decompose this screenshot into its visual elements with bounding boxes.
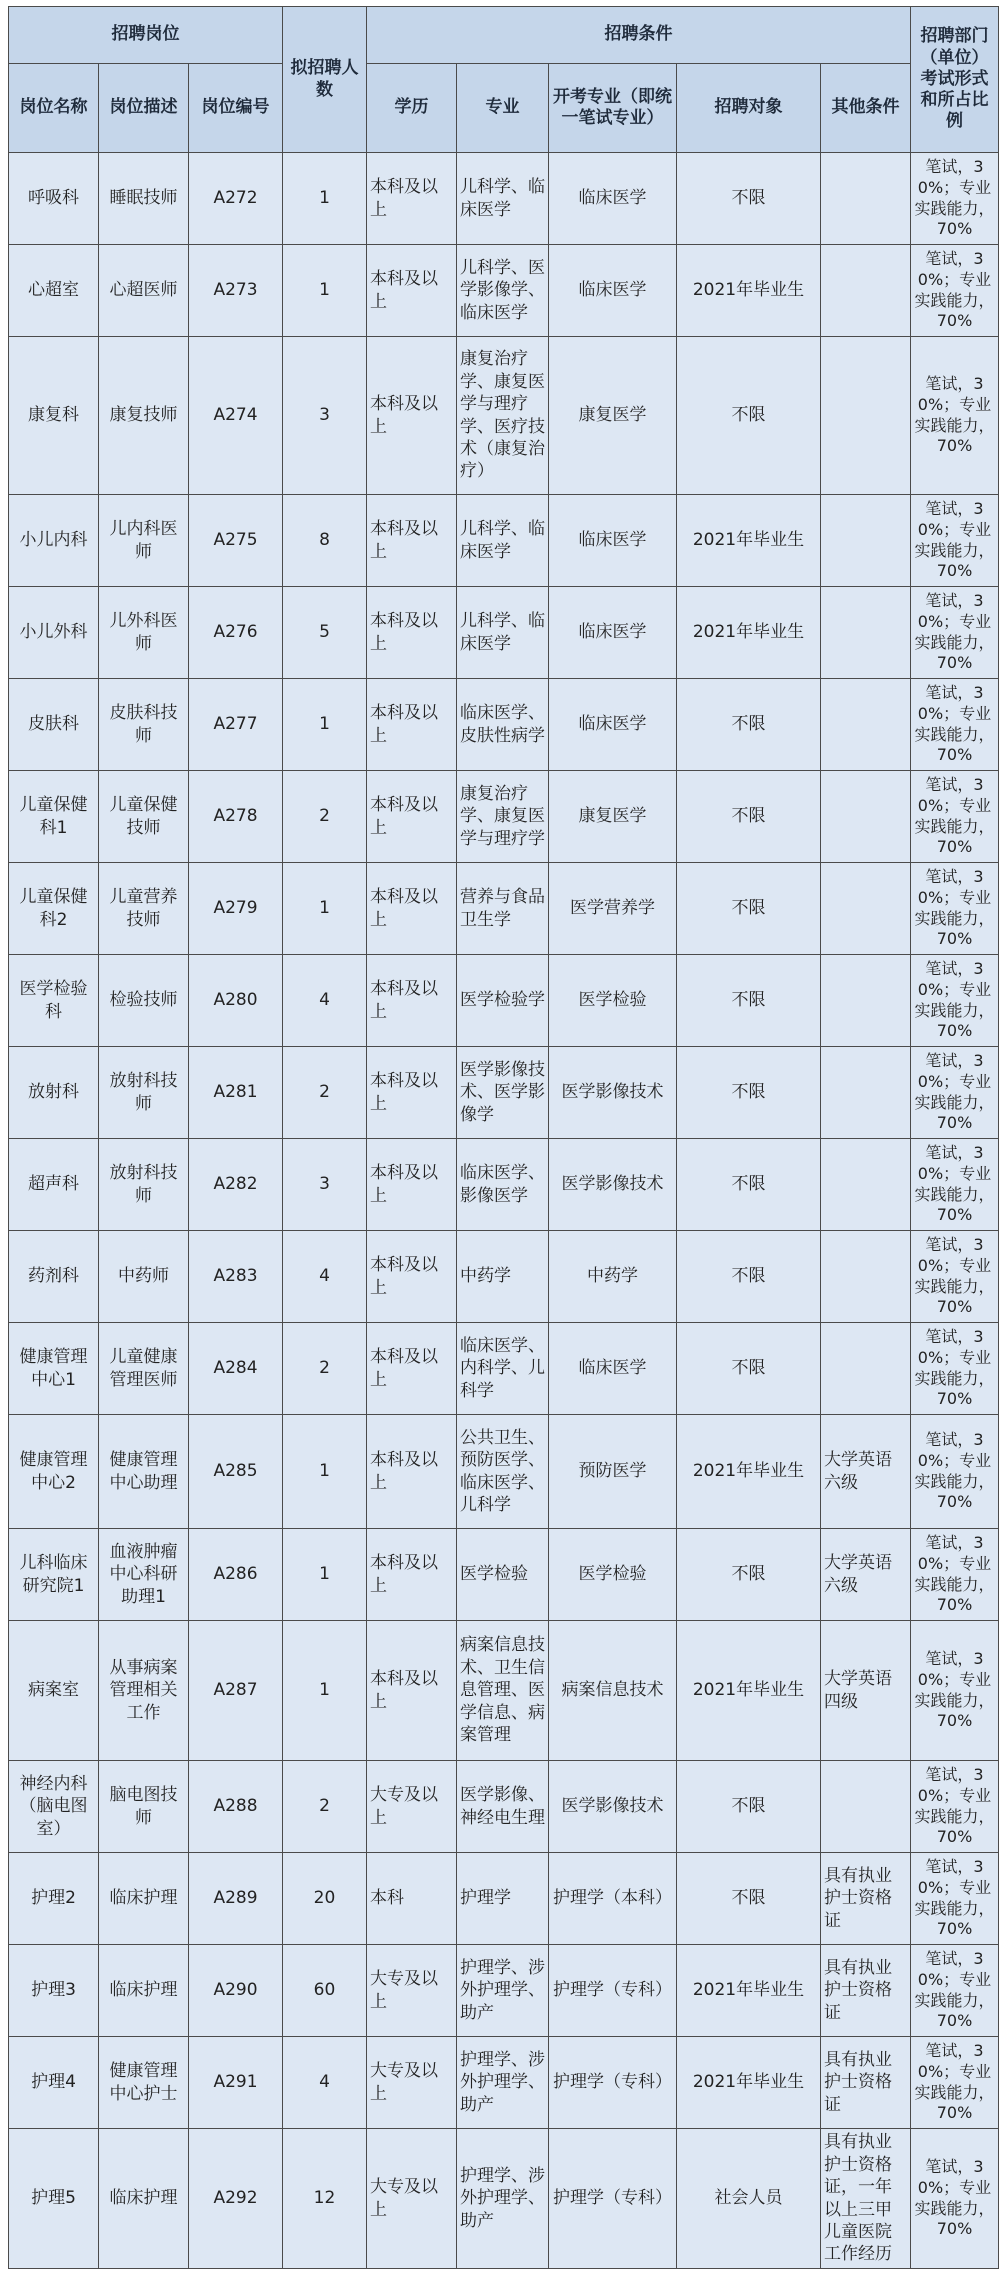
planned-count-cell: 3 xyxy=(283,1139,367,1231)
header-planned-count: 拟招聘人数 xyxy=(283,7,367,153)
planned-count-cell: 4 xyxy=(283,2037,367,2129)
exam-major-cell: 医学影像技术 xyxy=(549,1761,677,1853)
exam-major-cell: 医学检验 xyxy=(549,955,677,1047)
other-conditions-cell xyxy=(821,679,911,771)
position-name-cell: 健康管理中心2 xyxy=(9,1415,99,1529)
other-conditions-cell xyxy=(821,337,911,495)
major-cell: 医学影像技术、医学影像学 xyxy=(457,1047,549,1139)
header-position-desc: 岗位描述 xyxy=(99,64,189,153)
table-row xyxy=(9,1529,999,1621)
position-code-cell: A273 xyxy=(189,245,283,337)
major-cell: 公共卫生、预防医学、临床医学、儿科学 xyxy=(457,1415,549,1529)
exam-format-cell: 笔试，30%；专业实践能力，70% xyxy=(911,1231,999,1323)
target-cell: 2021年毕业生 xyxy=(677,1945,821,2037)
exam-major-cell: 护理学（专科） xyxy=(549,1945,677,2037)
position-code-cell: A283 xyxy=(189,1231,283,1323)
position-desc-cell: 临床护理 xyxy=(99,1945,189,2037)
position-desc-cell: 儿童健康管理医师 xyxy=(99,1323,189,1415)
exam-format-cell: 笔试，30%；专业实践能力，70% xyxy=(911,2129,999,2269)
major-cell: 营养与食品卫生学 xyxy=(457,863,549,955)
position-code-cell: A277 xyxy=(189,679,283,771)
position-desc-cell: 临床护理 xyxy=(99,2129,189,2269)
position-desc-cell: 脑电图技师 xyxy=(99,1761,189,1853)
planned-count-cell: 2 xyxy=(283,1047,367,1139)
education-cell: 本科及以上 xyxy=(367,1139,457,1231)
education-cell: 大专及以上 xyxy=(367,1945,457,2037)
exam-major-cell: 临床医学 xyxy=(549,245,677,337)
header-other: 其他条件 xyxy=(821,64,911,153)
target-cell: 不限 xyxy=(677,1761,821,1853)
exam-format-cell: 笔试，30%；专业实践能力，70% xyxy=(911,2037,999,2129)
planned-count-cell: 1 xyxy=(283,245,367,337)
exam-format-cell: 笔试，30%；专业实践能力，70% xyxy=(911,1139,999,1231)
education-cell: 本科及以上 xyxy=(367,955,457,1047)
major-cell: 儿科学、医学影像学、临床医学 xyxy=(457,245,549,337)
header-exam-format: 招聘部门（单位）考试形式和所占比例 xyxy=(911,7,999,153)
exam-format-cell: 笔试，30%；专业实践能力，70% xyxy=(911,771,999,863)
position-desc-cell: 儿内科医师 xyxy=(99,495,189,587)
other-conditions-cell xyxy=(821,771,911,863)
table-row xyxy=(9,1415,999,1529)
position-name-cell: 放射科 xyxy=(9,1047,99,1139)
planned-count-cell: 3 xyxy=(283,337,367,495)
education-cell: 本科及以上 xyxy=(367,1047,457,1139)
exam-major-cell: 护理学（专科） xyxy=(549,2037,677,2129)
position-desc-cell: 放射科技师 xyxy=(99,1139,189,1231)
table-row xyxy=(9,1231,999,1323)
other-conditions-cell xyxy=(821,587,911,679)
table-row xyxy=(9,863,999,955)
exam-format-cell: 笔试，30%；专业实践能力，70% xyxy=(911,1621,999,1761)
position-code-cell: A282 xyxy=(189,1139,283,1231)
education-cell: 大专及以上 xyxy=(367,2129,457,2269)
planned-count-cell: 4 xyxy=(283,955,367,1047)
exam-major-cell: 医学营养学 xyxy=(549,863,677,955)
position-code-cell: A274 xyxy=(189,337,283,495)
position-code-cell: A272 xyxy=(189,153,283,245)
exam-format-cell: 笔试，30%；专业实践能力，70% xyxy=(911,1323,999,1415)
major-cell: 儿科学、临床医学 xyxy=(457,495,549,587)
exam-format-cell: 笔试，30%；专业实践能力，70% xyxy=(911,337,999,495)
table-row xyxy=(9,495,999,587)
other-conditions-cell xyxy=(821,245,911,337)
other-conditions-cell: 具有执业护士资格证，一年以上三甲儿童医院工作经历 xyxy=(821,2129,911,2269)
position-desc-cell: 睡眠技师 xyxy=(99,153,189,245)
planned-count-cell: 2 xyxy=(283,1761,367,1853)
planned-count-cell: 4 xyxy=(283,1231,367,1323)
recruitment-table xyxy=(8,6,999,2269)
planned-count-cell: 2 xyxy=(283,1323,367,1415)
header-row-2 xyxy=(9,64,999,153)
table-row xyxy=(9,587,999,679)
planned-count-cell: 5 xyxy=(283,587,367,679)
target-cell: 不限 xyxy=(677,337,821,495)
education-cell: 本科及以上 xyxy=(367,1415,457,1529)
position-code-cell: A286 xyxy=(189,1529,283,1621)
education-cell: 本科及以上 xyxy=(367,1621,457,1761)
position-name-cell: 儿童保健科1 xyxy=(9,771,99,863)
other-conditions-cell: 大学英语六级 xyxy=(821,1529,911,1621)
major-cell: 护理学、涉外护理学、助产 xyxy=(457,1945,549,2037)
header-position-name: 岗位名称 xyxy=(9,64,99,153)
position-name-cell: 皮肤科 xyxy=(9,679,99,771)
target-cell: 不限 xyxy=(677,1231,821,1323)
header-major: 专业 xyxy=(457,64,549,153)
other-conditions-cell xyxy=(821,153,911,245)
position-name-cell: 医学检验科 xyxy=(9,955,99,1047)
target-cell: 社会人员 xyxy=(677,2129,821,2269)
planned-count-cell: 1 xyxy=(283,863,367,955)
other-conditions-cell xyxy=(821,955,911,1047)
position-code-cell: A279 xyxy=(189,863,283,955)
exam-format-cell: 笔试，30%；专业实践能力，70% xyxy=(911,1529,999,1621)
education-cell: 大专及以上 xyxy=(367,1761,457,1853)
position-desc-cell: 儿外科医师 xyxy=(99,587,189,679)
target-cell: 不限 xyxy=(677,771,821,863)
major-cell: 临床医学、皮肤性病学 xyxy=(457,679,549,771)
planned-count-cell: 60 xyxy=(283,1945,367,2037)
major-cell: 儿科学、临床医学 xyxy=(457,153,549,245)
header-exam-major: 开考专业（即统一笔试专业） xyxy=(549,64,677,153)
table-row xyxy=(9,153,999,245)
position-desc-cell: 血液肿瘤中心科研助理1 xyxy=(99,1529,189,1621)
position-code-cell: A289 xyxy=(189,1853,283,1945)
planned-count-cell: 1 xyxy=(283,679,367,771)
position-code-cell: A287 xyxy=(189,1621,283,1761)
position-desc-cell: 健康管理中心护士 xyxy=(99,2037,189,2129)
education-cell: 本科及以上 xyxy=(367,337,457,495)
education-cell: 本科及以上 xyxy=(367,679,457,771)
other-conditions-cell xyxy=(821,1761,911,1853)
position-name-cell: 护理2 xyxy=(9,1853,99,1945)
position-code-cell: A292 xyxy=(189,2129,283,2269)
exam-major-cell: 临床医学 xyxy=(549,1323,677,1415)
table-body xyxy=(9,153,999,2269)
table-row xyxy=(9,955,999,1047)
position-name-cell: 药剂科 xyxy=(9,1231,99,1323)
major-cell: 临床医学、影像医学 xyxy=(457,1139,549,1231)
other-conditions-cell xyxy=(821,1231,911,1323)
table-row xyxy=(9,1621,999,1761)
exam-major-cell: 临床医学 xyxy=(549,587,677,679)
position-desc-cell: 放射科技师 xyxy=(99,1047,189,1139)
planned-count-cell: 20 xyxy=(283,1853,367,1945)
exam-format-cell: 笔试，30%；专业实践能力，70% xyxy=(911,1415,999,1529)
target-cell: 不限 xyxy=(677,1853,821,1945)
education-cell: 本科及以上 xyxy=(367,245,457,337)
table-row xyxy=(9,771,999,863)
position-desc-cell: 从事病案管理相关工作 xyxy=(99,1621,189,1761)
education-cell: 本科及以上 xyxy=(367,1323,457,1415)
target-cell: 不限 xyxy=(677,1323,821,1415)
table-row xyxy=(9,679,999,771)
target-cell: 2021年毕业生 xyxy=(677,587,821,679)
major-cell: 病案信息技术、卫生信息管理、医学信息、病案管理 xyxy=(457,1621,549,1761)
exam-major-cell: 医学影像技术 xyxy=(549,1047,677,1139)
target-cell: 不限 xyxy=(677,679,821,771)
major-cell: 康复治疗学、康复医学与理疗学 xyxy=(457,771,549,863)
other-conditions-cell: 大学英语六级 xyxy=(821,1415,911,1529)
position-name-cell: 病案室 xyxy=(9,1621,99,1761)
table-row xyxy=(9,2037,999,2129)
major-cell: 临床医学、内科学、儿科学 xyxy=(457,1323,549,1415)
exam-format-cell: 笔试，30%；专业实践能力，70% xyxy=(911,1853,999,1945)
exam-major-cell: 中药学 xyxy=(549,1231,677,1323)
target-cell: 不限 xyxy=(677,863,821,955)
position-code-cell: A288 xyxy=(189,1761,283,1853)
position-desc-cell: 中药师 xyxy=(99,1231,189,1323)
other-conditions-cell: 具有执业护士资格证 xyxy=(821,1853,911,1945)
table-row xyxy=(9,1945,999,2037)
table-row xyxy=(9,245,999,337)
exam-major-cell: 病案信息技术 xyxy=(549,1621,677,1761)
education-cell: 本科及以上 xyxy=(367,153,457,245)
other-conditions-cell xyxy=(821,1139,911,1231)
target-cell: 2021年毕业生 xyxy=(677,1621,821,1761)
exam-major-cell: 临床医学 xyxy=(549,153,677,245)
table-row xyxy=(9,1139,999,1231)
exam-format-cell: 笔试，30%；专业实践能力，70% xyxy=(911,245,999,337)
exam-major-cell: 康复医学 xyxy=(549,771,677,863)
other-conditions-cell: 大学英语四级 xyxy=(821,1621,911,1761)
position-name-cell: 儿童保健科2 xyxy=(9,863,99,955)
major-cell: 护理学、涉外护理学、助产 xyxy=(457,2037,549,2129)
position-name-cell: 超声科 xyxy=(9,1139,99,1231)
exam-format-cell: 笔试，30%；专业实践能力，70% xyxy=(911,1945,999,2037)
position-desc-cell: 儿童营养技师 xyxy=(99,863,189,955)
other-conditions-cell: 具有执业护士资格证 xyxy=(821,2037,911,2129)
position-desc-cell: 康复技师 xyxy=(99,337,189,495)
table-row xyxy=(9,1761,999,1853)
table-row xyxy=(9,337,999,495)
target-cell: 2021年毕业生 xyxy=(677,1415,821,1529)
major-cell: 护理学 xyxy=(457,1853,549,1945)
other-conditions-cell xyxy=(821,495,911,587)
education-cell: 本科及以上 xyxy=(367,495,457,587)
planned-count-cell: 1 xyxy=(283,1621,367,1761)
planned-count-cell: 1 xyxy=(283,1529,367,1621)
header-row-1 xyxy=(9,7,999,64)
major-cell: 中药学 xyxy=(457,1231,549,1323)
exam-format-cell: 笔试，30%；专业实践能力，70% xyxy=(911,863,999,955)
major-cell: 医学影像、神经电生理 xyxy=(457,1761,549,1853)
position-name-cell: 心超室 xyxy=(9,245,99,337)
major-cell: 康复治疗学、康复医学与理疗学、医疗技术（康复治疗） xyxy=(457,337,549,495)
exam-format-cell: 笔试，30%；专业实践能力，70% xyxy=(911,1047,999,1139)
target-cell: 不限 xyxy=(677,1047,821,1139)
exam-format-cell: 笔试，30%；专业实践能力，70% xyxy=(911,587,999,679)
position-name-cell: 呼吸科 xyxy=(9,153,99,245)
education-cell: 大专及以上 xyxy=(367,2037,457,2129)
position-name-cell: 健康管理中心1 xyxy=(9,1323,99,1415)
position-code-cell: A278 xyxy=(189,771,283,863)
position-name-cell: 康复科 xyxy=(9,337,99,495)
position-code-cell: A280 xyxy=(189,955,283,1047)
position-desc-cell: 临床护理 xyxy=(99,1853,189,1945)
target-cell: 不限 xyxy=(677,153,821,245)
header-education: 学历 xyxy=(367,64,457,153)
target-cell: 2021年毕业生 xyxy=(677,245,821,337)
other-conditions-cell: 具有执业护士资格证 xyxy=(821,1945,911,2037)
exam-format-cell: 笔试，30%；专业实践能力，70% xyxy=(911,153,999,245)
position-code-cell: A284 xyxy=(189,1323,283,1415)
position-desc-cell: 儿童保健技师 xyxy=(99,771,189,863)
exam-format-cell: 笔试，30%；专业实践能力，70% xyxy=(911,679,999,771)
target-cell: 2021年毕业生 xyxy=(677,495,821,587)
target-cell: 2021年毕业生 xyxy=(677,2037,821,2129)
planned-count-cell: 2 xyxy=(283,771,367,863)
education-cell: 本科及以上 xyxy=(367,1231,457,1323)
exam-major-cell: 康复医学 xyxy=(549,337,677,495)
education-cell: 本科及以上 xyxy=(367,1529,457,1621)
planned-count-cell: 12 xyxy=(283,2129,367,2269)
table-row xyxy=(9,1323,999,1415)
exam-major-cell: 护理学（本科） xyxy=(549,1853,677,1945)
position-name-cell: 护理4 xyxy=(9,2037,99,2129)
education-cell: 本科及以上 xyxy=(367,587,457,679)
position-desc-cell: 健康管理中心助理 xyxy=(99,1415,189,1529)
exam-major-cell: 医学检验 xyxy=(549,1529,677,1621)
planned-count-cell: 1 xyxy=(283,1415,367,1529)
position-desc-cell: 心超医师 xyxy=(99,245,189,337)
target-cell: 不限 xyxy=(677,1139,821,1231)
other-conditions-cell xyxy=(821,1323,911,1415)
exam-format-cell: 笔试，30%；专业实践能力，70% xyxy=(911,495,999,587)
major-cell: 医学检验学 xyxy=(457,955,549,1047)
planned-count-cell: 8 xyxy=(283,495,367,587)
position-desc-cell: 皮肤科技师 xyxy=(99,679,189,771)
education-cell: 本科 xyxy=(367,1853,457,1945)
education-cell: 本科及以上 xyxy=(367,863,457,955)
education-cell: 本科及以上 xyxy=(367,771,457,863)
position-code-cell: A281 xyxy=(189,1047,283,1139)
exam-major-cell: 临床医学 xyxy=(549,679,677,771)
table-row xyxy=(9,2129,999,2269)
table-row xyxy=(9,1853,999,1945)
header-group-position: 招聘岗位 xyxy=(9,7,283,64)
exam-format-cell: 笔试，30%；专业实践能力，70% xyxy=(911,1761,999,1853)
position-code-cell: A291 xyxy=(189,2037,283,2129)
planned-count-cell: 1 xyxy=(283,153,367,245)
exam-major-cell: 医学影像技术 xyxy=(549,1139,677,1231)
major-cell: 护理学、涉外护理学、助产 xyxy=(457,2129,549,2269)
position-code-cell: A285 xyxy=(189,1415,283,1529)
target-cell: 不限 xyxy=(677,955,821,1047)
position-name-cell: 儿科临床研究院1 xyxy=(9,1529,99,1621)
other-conditions-cell xyxy=(821,1047,911,1139)
target-cell: 不限 xyxy=(677,1529,821,1621)
position-code-cell: A276 xyxy=(189,587,283,679)
position-name-cell: 小儿内科 xyxy=(9,495,99,587)
position-code-cell: A275 xyxy=(189,495,283,587)
position-desc-cell: 检验技师 xyxy=(99,955,189,1047)
position-name-cell: 小儿外科 xyxy=(9,587,99,679)
position-name-cell: 护理3 xyxy=(9,1945,99,2037)
position-code-cell: A290 xyxy=(189,1945,283,2037)
table-row xyxy=(9,1047,999,1139)
major-cell: 儿科学、临床医学 xyxy=(457,587,549,679)
position-name-cell: 护理5 xyxy=(9,2129,99,2269)
other-conditions-cell xyxy=(821,863,911,955)
header-group-conditions: 招聘条件 xyxy=(367,7,911,64)
exam-major-cell: 临床医学 xyxy=(549,495,677,587)
exam-major-cell: 护理学（专科） xyxy=(549,2129,677,2269)
position-name-cell: 神经内科（脑电图室） xyxy=(9,1761,99,1853)
header-position-code: 岗位编号 xyxy=(189,64,283,153)
exam-format-cell: 笔试，30%；专业实践能力，70% xyxy=(911,955,999,1047)
header-target: 招聘对象 xyxy=(677,64,821,153)
major-cell: 医学检验 xyxy=(457,1529,549,1621)
exam-major-cell: 预防医学 xyxy=(549,1415,677,1529)
